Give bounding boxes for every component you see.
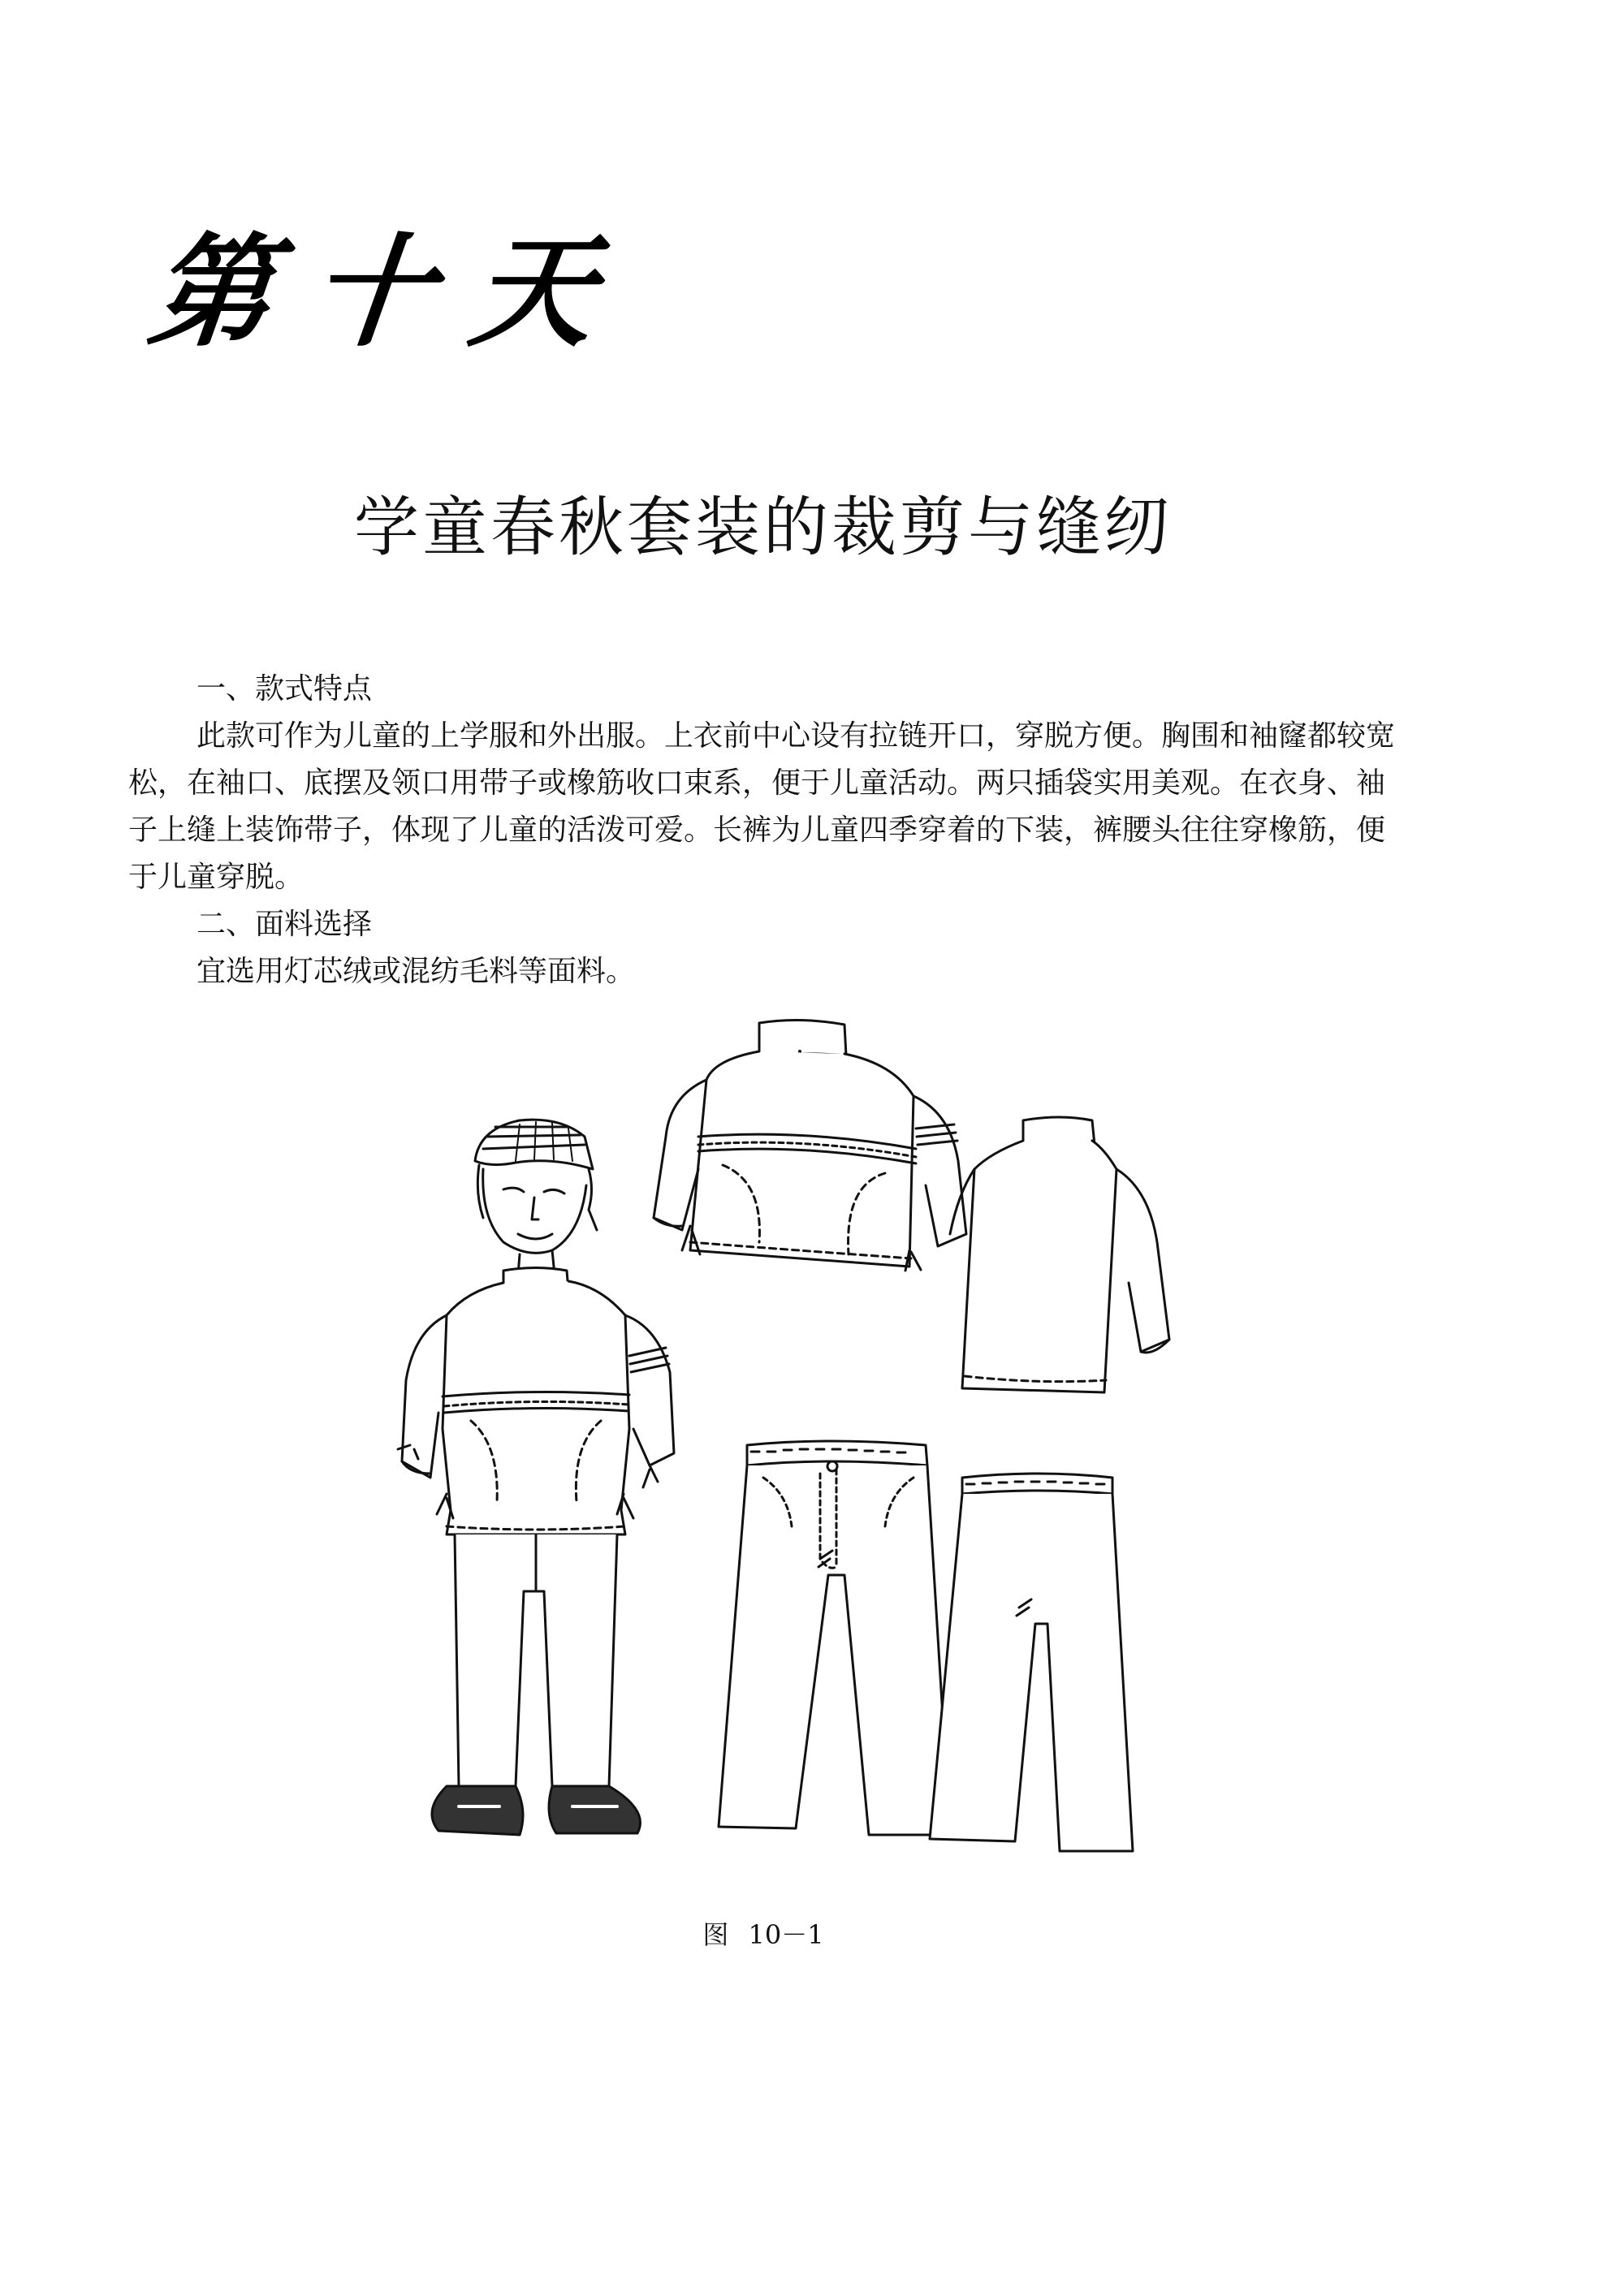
chapter-title: 第十天 [142, 221, 641, 364]
heading-fabric-selection: 二、面料选择 [197, 908, 373, 941]
pants-back-drawing [930, 1474, 1133, 1851]
section-title: 学童春秋套装的裁剪与缝纫 [354, 490, 1173, 565]
paragraph-style-description: 此款可作为儿童的上学服和外出服。上衣前中心设有拉链开口，穿脱方便。胸围和袖窿都较宽松，在袖口、底摆及领口用带子或橡筋收口束系，便于儿童活动。两只插袋实用美观。在衣身、袖子上缝上装饰带子，体现了儿童的活泼可爱。长裤为儿童四季穿着的下装，裤腰头往往穿橡筋，便于儿童穿脱。 [128, 719, 1396, 894]
child-figure-drawing [398, 1120, 674, 1835]
pants-front-drawing [719, 1441, 950, 1835]
figure-caption: 图 10－1 [702, 1919, 824, 1950]
paragraph-fabric-description: 宜选用灯芯绒或混纺毛料等面料。 [197, 955, 636, 988]
heading-style-features: 一、款式特点 [197, 672, 373, 706]
fashion-illustration [309, 1007, 1242, 1908]
body-text [128, 666, 1395, 995]
jacket-back-drawing [950, 1117, 1169, 1392]
jacket-front-drawing [654, 1020, 966, 1271]
